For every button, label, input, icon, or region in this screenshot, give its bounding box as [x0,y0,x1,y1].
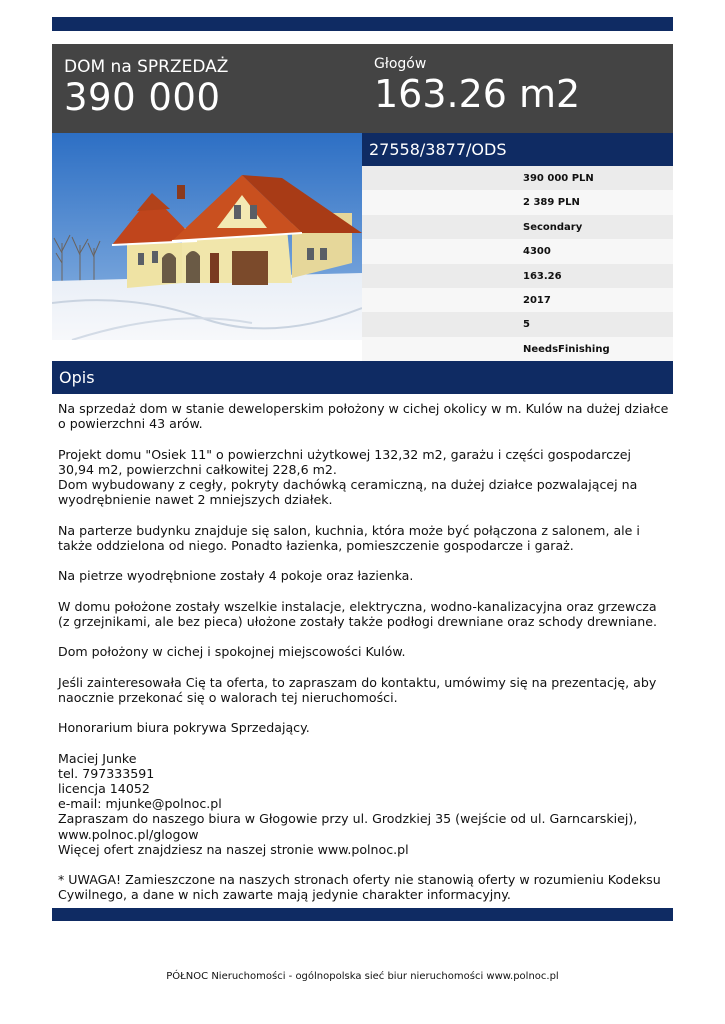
description-paragraph: W domu położone zostały wszelkie instalacje, elektryczna, wodno-kanalizacyjna oraz grzewcza (z grzejnikami, ale bez pieca) ułożone zostały także podłogi drewniane oraz schody drewniane. [58,598,657,629]
detail-row-market [362,215,673,239]
description-paragraph: Na pietrze wyodrębnione zostały 4 pokoje oraz łazienka. [58,568,414,584]
description-paragraph: Na sprzedaż dom w stanie deweloperskim położony w cichej okolicy w m. Kulów na dużej działce o powierzchni 43 arów. [58,401,669,432]
city-label: Głogów [374,56,427,72]
property-photo [52,133,362,340]
price-headline: 390 000 [64,76,221,119]
detail-row-condition [362,337,673,361]
description-paragraph: Na parterze budynku znajduje się salon, kuchnia, która może być połączona z salonem, ale i także oddzielona od niego. Ponadto łazienka, pomieszczenie gospodarcze i garaż. [58,522,640,553]
footer-text: PÓŁNOC Nieruchomości - ogólnopolska sieć biur nieruchomości www.polnoc.pl [166,971,559,982]
details-table [362,166,673,361]
detail-value: 163.26 [523,270,562,282]
reference-number: 27558/3877/ODS [369,140,507,159]
area-headline: 163.26 m2 [374,72,581,116]
detail-value: 390 000 PLN [523,173,594,184]
detail-value: NeedsFinishing [523,343,610,355]
detail-value: 4300 [523,246,551,258]
detail-row-year [362,288,673,312]
offer-type: DOM na SPRZEDAŻ [64,57,229,77]
house-photo [52,133,362,340]
detail-value: 5 [523,319,530,331]
contact-block: Maciej Junke tel. 797333591 licencja 14052 e-mail: mjunke@polnoc.pl Zapraszam do naszego biura w Głogowie przy ul. Grodzkiej 35 (wejście od ul. Garncarskiej), www.polnoc.pl/glogow Więcej ofert znajdziesz na naszej stronie www.polnoc.pl [58,750,638,857]
detail-row-area [362,264,673,288]
top-accent-bar [52,17,673,31]
listing-header [52,44,673,133]
bottom-accent-bar [52,908,673,921]
description-title: Opis [59,368,95,387]
description-header [52,361,673,394]
description-body [58,401,670,918]
reference-bar [362,133,673,166]
detail-row-plot-area [362,239,673,263]
detail-row-price-per-m2 [362,190,673,214]
detail-value: 2017 [523,294,551,306]
detail-value: 2 389 PLN [523,197,580,209]
description-paragraph: Dom położony w cichej i spokojnej miejscowości Kulów. [58,644,406,660]
detail-row-rooms [362,312,673,336]
detail-value: Secondary [523,221,583,233]
description-paragraph: Projekt domu "Osiek 11" o powierzchni użytkowej 132,32 m2, garażu i części gospodarczej 30,94 m2, powierzchni całkowitej 228,6 m2. Dom wybudowany z cegły, pokryty dachówką ceramiczną, na dużej działce pozwalającej na wyodrębnienie nawet 2 mniejszych działek. [58,446,638,508]
detail-row-price [362,166,673,190]
disclaimer: * UWAGA! Zamieszczone na naszych stronach oferty nie stanowią oferty w rozumieniu Kodeksu Cywilnego, a dane w nich zawarte mają jedynie charakter informacyjny. [58,872,661,903]
description-paragraph: Jeśli zainteresowała Cię ta oferta, to zapraszam do kontaktu, umówimy się na prezentację, aby naocznie przekonać się o walorach tej nieruchomości. [58,674,657,705]
description-paragraph: Honorarium biura pokrywa Sprzedający. [58,720,310,736]
